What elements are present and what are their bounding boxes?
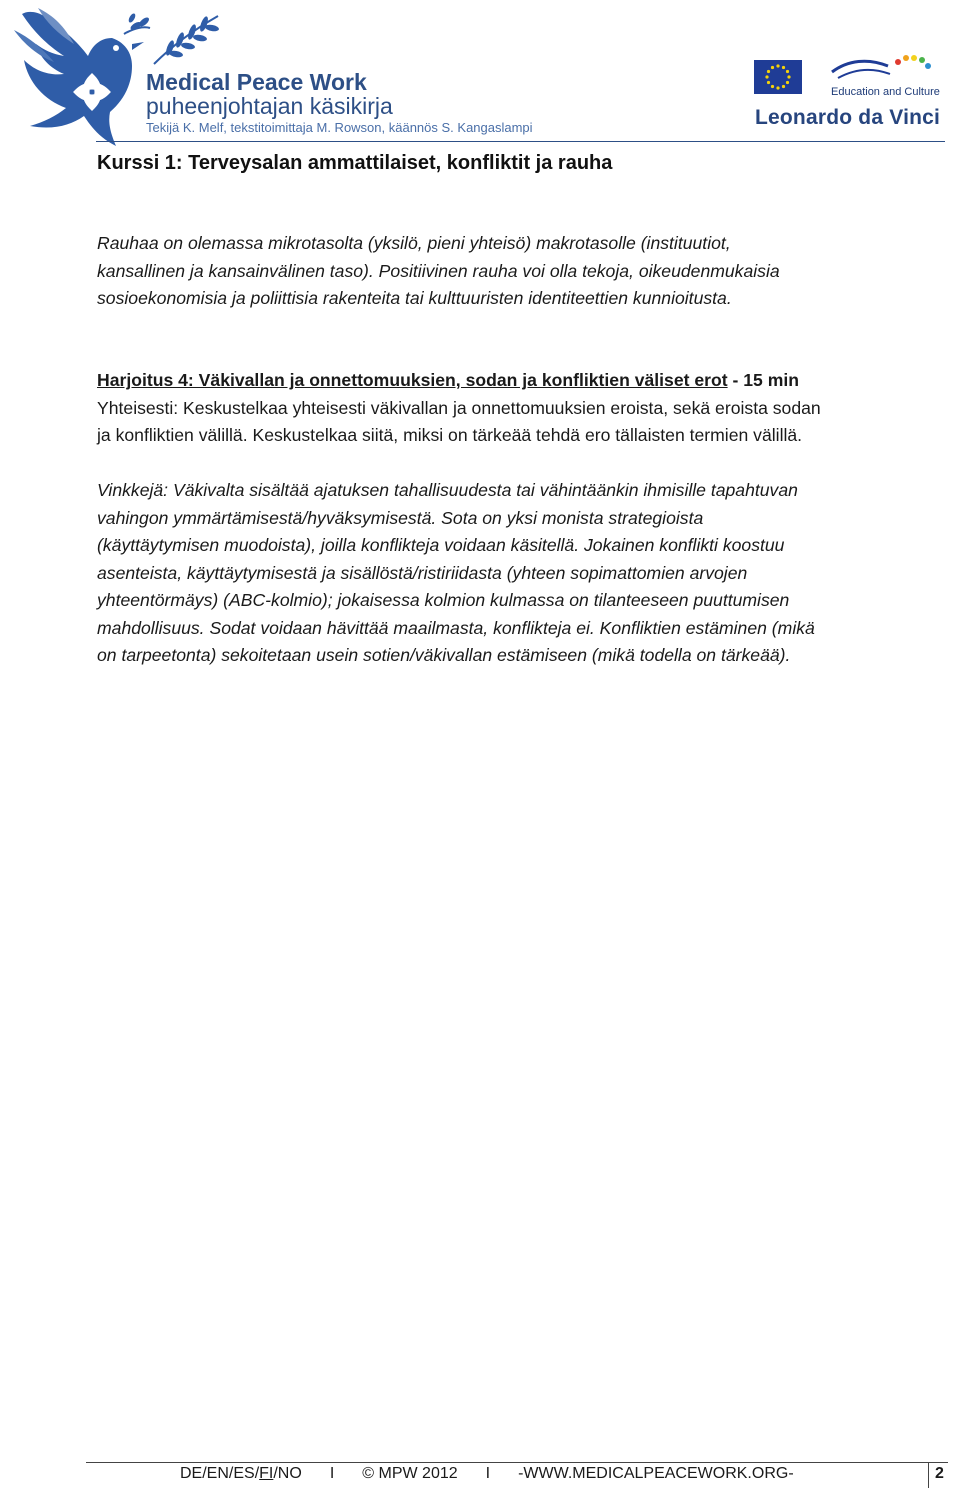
intro-line: sosioekonomisia ja poliittisia rakenteita tai kulttuuristen identiteettien kunnioitusta. <box>97 288 732 308</box>
dove-logo-icon <box>4 4 154 154</box>
program-name: Leonardo da Vinci <box>755 106 941 129</box>
footer-language-current[interactable]: FI <box>259 1465 274 1482</box>
exercise-line: ja konfliktien välillä. Keskustelkaa siitä, miksi on tärkeää tehdä ero tällaisten termien välillä. <box>97 425 803 445</box>
page-number: 2 <box>935 1465 944 1482</box>
exercise-duration: - 15 min <box>727 370 799 390</box>
course-title: Kurssi 1: Terveysalan ammattilaiset, konfliktit ja rauha <box>97 152 613 174</box>
eu-flag-icon <box>754 60 802 94</box>
footer-languages-suffix[interactable]: /NO <box>273 1465 302 1482</box>
tips-line: mahdollisuus. Sodat voidaan hävittää maailmasta, konflikteja ei. Konfliktien estäminen (mikä <box>97 617 815 638</box>
intro-paragraph <box>97 230 947 313</box>
tips-line: on tarpeetonta) sekoitetaan usein sotien/väkivallan estämiseen (mikä todella on tärkeää). <box>97 645 791 665</box>
brand-credits: Tekijä K. Melf, tekstitoimittaja M. Rowson, käännös S. Kangaslampi <box>146 120 533 135</box>
brand-block <box>146 70 616 136</box>
header-divider <box>96 141 945 142</box>
tips-line: yhteentörmäys) (ABC-kolmio); jokaisessa kolmion kulmassa on tilanteeseen puuttumisen <box>97 590 790 610</box>
tips-paragraph <box>97 477 947 670</box>
tips-line: Vinkkejä: Väkivalta sisältää ajatuksen tahallisuudesta tai vähintäänkin ihmisille tapahtuvan <box>97 480 798 500</box>
footer-copyright: © MPW 2012 <box>362 1465 458 1482</box>
exercise-line: Yhteisesti: Keskustelkaa yhteisesti väkivallan ja onnettomuuksien eroista, sekä eroista sodan <box>97 397 821 418</box>
footer-languages-prefix[interactable]: DE/EN/ES/ <box>180 1465 260 1482</box>
footer-separator: I <box>329 1465 335 1482</box>
brand-subtitle: puheenjohtajan käsikirja <box>146 93 393 119</box>
intro-line: kansallinen ja kansainvälinen taso). Positiivinen rauha voi olla tekoja, oikeudenmukaisia <box>97 260 780 281</box>
tips-line: vahingon ymmärtämisestä/hyväksymisestä. Sota on yksi monista strategioista <box>97 507 704 528</box>
footer-website-link[interactable]: -WWW.MEDICALPEACEWORK.ORG- <box>518 1465 794 1482</box>
footer <box>180 1465 794 1483</box>
program-label: Education and Culture <box>831 86 940 98</box>
exercise-title: Harjoitus 4: Väkivallan ja onnettomuuksien, sodan ja konfliktien väliset erot <box>97 370 728 390</box>
footer-divider <box>86 1462 948 1463</box>
exercise-heading <box>97 367 947 395</box>
intro-line: Rauhaa on olemassa mikrotasolta (yksilö, pieni yhteisö) makrotasolle (instituutiot, <box>97 233 731 253</box>
tips-line: (käyttäytymisen muodoista), joilla konflikteja voidaan käsitellä. Jokainen konflikti koostuu <box>97 535 785 555</box>
olive-branch-icon <box>150 8 222 68</box>
footer-separator: I <box>485 1465 491 1482</box>
brand-title: Medical Peace Work <box>146 69 367 95</box>
exercise-section <box>97 367 947 450</box>
tips-line: asenteista, käyttäytymisestä ja sisällöstä/ristiriidasta (yhteen sopimattomien arvojen <box>97 562 748 583</box>
